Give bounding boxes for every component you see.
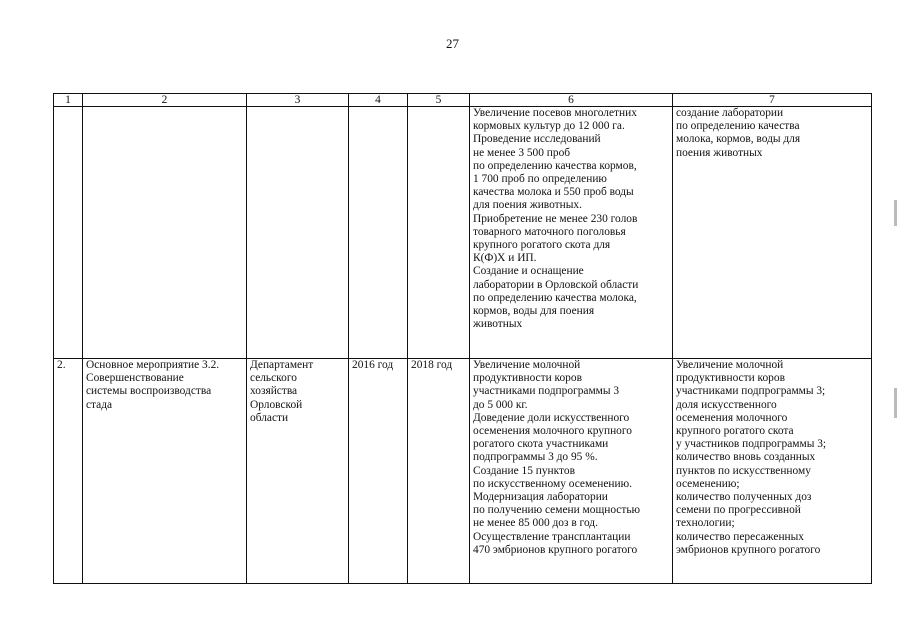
- text-line: Увеличение молочной: [676, 359, 784, 371]
- text-line: пунктов по искусственному: [676, 464, 811, 477]
- text-line: животных: [473, 318, 523, 331]
- executor-cell: [247, 359, 349, 584]
- text-line: Орловской: [250, 398, 303, 411]
- text-line: Приобретение не менее 230 голов: [473, 212, 638, 225]
- text-line: технологии;: [676, 517, 735, 530]
- text-line: Совершенствование: [86, 372, 184, 385]
- start-year-cell: [349, 107, 408, 359]
- text-line: Создание 15 пунктов: [473, 464, 575, 477]
- header-col-4: 4: [349, 94, 408, 107]
- text-line: области: [250, 411, 289, 424]
- text-line: крупного рогатого скота: [676, 425, 794, 438]
- text-line: по искусственному осеменению.: [473, 477, 632, 490]
- measure-cell: [83, 359, 247, 584]
- text-line: семени по прогрессивной: [676, 504, 801, 517]
- text-line: до 5 000 кг.: [473, 398, 528, 411]
- header-col-3: 3: [247, 94, 349, 107]
- text-line: молока, кормов, воды для: [676, 133, 801, 146]
- text-line: Основное мероприятие 3.2.: [86, 359, 220, 371]
- text-line: эмбрионов крупного рогатого: [676, 543, 821, 556]
- header-row: [54, 94, 872, 107]
- start-year-cell: 2016 год: [349, 359, 408, 584]
- text-line: крупного рогатого скота для: [473, 239, 611, 252]
- text-line: Увеличение молочной: [473, 359, 581, 371]
- text-line: продуктивности коров: [473, 372, 582, 385]
- row-number: [54, 107, 83, 359]
- text-line: осеменения молочного крупного: [473, 425, 632, 438]
- executor-cell: [247, 107, 349, 359]
- text-line: осеменению;: [676, 477, 740, 490]
- page-number: 27: [446, 36, 459, 51]
- text-line: 1 700 проб по определению: [473, 173, 607, 186]
- text-line: подпрограммы 3 до 95 %.: [473, 451, 598, 464]
- results-cell: [470, 359, 673, 584]
- end-year-cell: [408, 107, 470, 359]
- text-line: лаборатории в Орловской области: [473, 278, 639, 291]
- header-col-5: 5: [408, 94, 470, 107]
- text-line: Модернизация лаборатории: [473, 491, 608, 504]
- text-line: кормовых культур до 12 000 га.: [473, 120, 625, 133]
- text-line: участниками подпрограммы 3: [473, 385, 620, 398]
- text-line: качества молока и 550 проб воды: [473, 186, 634, 199]
- text-line: хозяйства: [250, 385, 298, 398]
- text-line: по определению качества кормов,: [473, 159, 637, 172]
- header-col-2: 2: [83, 94, 247, 107]
- header-col-1: 1: [54, 94, 83, 107]
- results-cell: [470, 107, 673, 359]
- text-line: доля искусственного: [676, 398, 777, 411]
- text-line: не менее 85 000 доз в год.: [473, 517, 598, 530]
- measure-cell: [83, 107, 247, 359]
- text-line: К(Ф)Х и ИП.: [473, 252, 537, 265]
- text-line: кормов, воды для поения: [473, 305, 595, 318]
- header-col-6: 6: [470, 94, 673, 107]
- text-line: продуктивности коров: [676, 372, 785, 385]
- text-line: сельского: [250, 372, 297, 385]
- text-line: товарного маточного поголовья: [473, 225, 626, 238]
- indicators-cell: [673, 107, 872, 359]
- text-line: осеменения молочного: [676, 411, 788, 424]
- text-line: создание лаборатории: [676, 107, 784, 119]
- text-line: количество полученных доз: [676, 491, 812, 504]
- scan-edge-mark: [894, 388, 897, 418]
- text-line: количество вновь созданных: [676, 451, 816, 464]
- program-table: [53, 93, 872, 584]
- text-line: Доведение доли искусственного: [473, 411, 630, 424]
- table-row: [54, 107, 872, 359]
- text-line: Создание и оснащение: [473, 265, 584, 278]
- text-line: Департамент: [250, 359, 314, 371]
- text-line: по определению качества: [676, 120, 800, 133]
- text-line: не менее 3 500 проб: [473, 146, 571, 159]
- text-line: рогатого скота участниками: [473, 438, 609, 451]
- text-line: системы воспроизводства: [86, 385, 212, 398]
- text-line: Увеличение посевов многолетних: [473, 107, 637, 119]
- text-line: по получению семени мощностью: [473, 504, 641, 517]
- scan-edge-mark: [894, 200, 897, 226]
- text-line: поения животных: [676, 146, 763, 159]
- text-line: 470 эмбрионов крупного рогатого: [473, 543, 638, 556]
- text-line: Осуществление трансплантации: [473, 530, 631, 543]
- text-line: по определению качества молока,: [473, 291, 637, 304]
- text-line: у участников подпрограммы 3;: [676, 438, 827, 451]
- text-line: Проведение исследований: [473, 133, 601, 146]
- text-line: количество пересаженных: [676, 530, 804, 543]
- text-line: для поения животных.: [473, 199, 582, 212]
- indicators-cell: [673, 359, 872, 584]
- text-line: участниками подпрограммы 3;: [676, 385, 826, 398]
- header-col-7: 7: [673, 94, 872, 107]
- end-year-cell: 2018 год: [408, 359, 470, 584]
- table-row: [54, 359, 872, 584]
- text-line: стада: [86, 398, 113, 411]
- row-number: 2.: [54, 359, 83, 584]
